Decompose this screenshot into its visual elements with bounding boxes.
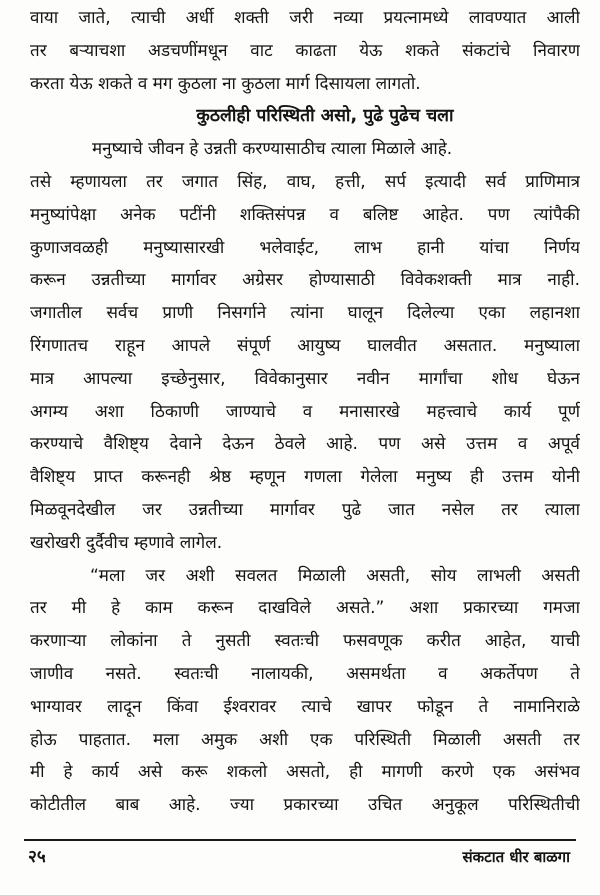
paragraph-1-line: मनुष्यांपेक्षा अनेक पटींनी शक्तिसंपन्न व बलिष्ट आहेत. पण त्यांपैकी — [30, 204, 580, 225]
paragraph-1-line: रिंगणातच राहून आपले संपूर्ण आयुष्य घालवीत असतात. मनुष्याला — [30, 335, 580, 356]
paragraph-1-line: वैशिष्ट्य प्राप्त करूनही श्रेष्ठ म्हणून गणला गेलेला मनुष्य ही उत्तम योनी — [30, 467, 580, 488]
paragraph-1-line: तसे म्हणायला तर जगात सिंह, वाघ, हत्ती, सर्प इत्यादी सर्व प्राणिमात्र — [30, 171, 580, 192]
paragraph-2-line: तर मी हे काम करून दाखविले असते.” अशा प्रकारच्या गमजा — [30, 598, 580, 619]
paragraph-2-line: जाणीव नसते. स्वतःची नालायकी, असमर्थता व अकर्तेपण ते — [30, 663, 580, 684]
footer-divider — [24, 839, 576, 841]
body-line: तर बऱ्याचशा अडचणींमधून वाट काढता येऊ शकते संकटांचे निवारण — [30, 40, 580, 61]
running-footer-title: संकटात धीर बाळगा — [462, 848, 570, 866]
paragraph-1-line: जगातील सर्वच प्राणी निसर्गाने त्यांना घालून दिलेल्या एका लहानशा — [30, 303, 580, 324]
paragraph-1-line: खरोखरी दुर्दैवीच म्हणावे लागेल. — [30, 532, 223, 553]
paragraph-2-line: करणाऱ्या लोकांना ते नुसती स्वतःची फसवणूक करीत आहेत, याची — [30, 631, 580, 652]
paragraph-2-line: कोटीतील बाब आहे. ज्या प्रकारच्या उचित अनुकूल परिस्थितीची — [30, 795, 580, 816]
paragraph-1-line: करण्याचे वैशिष्ट्य देवाने देऊन ठेवले आहे. पण असे उत्तम व अपूर्व — [30, 434, 580, 455]
paragraph-1-line: मिळवूनदेखील जर उन्नतीच्या मार्गावर पुढे जात नसेल तर त्याला — [30, 499, 580, 520]
paragraph-2-line: भाग्यावर लादून किंवा ईश्वरावर त्याचे खापर फोडून ते नामानिराळे — [30, 696, 580, 717]
paragraph-1-line: अगम्य अशा ठिकाणी जाण्याचे व मनासारखे महत्त्वाचे कार्य पूर्ण — [30, 401, 580, 422]
page-number: २५ — [28, 847, 46, 867]
paragraph-1-line: करून उन्नतीच्या मार्गावर अग्रेसर होण्यासाठी विवेकशक्ती मात्र नाही. — [30, 270, 580, 291]
paragraph-2-line: “मला जर अशी सवलत मिळाली असती, सोय लाभली असती — [90, 565, 580, 586]
section-heading: कुठलीही परिस्थिती असो, पुढे पुढेच चला — [196, 106, 454, 127]
paragraph-1-line: कुणाजवळही मनुष्यासारखी भलेवाईट, लाभ हानी यांचा निर्णय — [30, 237, 580, 258]
paragraph-2-line: मी हे कार्य असे करू शकलो असतो, ही मागणी करणे एक असंभव — [30, 762, 580, 783]
body-line: करता येऊ शकते व मग कुठला ना कुठला मार्ग दिसायला लागतो. — [30, 73, 421, 94]
page-body — [30, 2, 580, 822]
body-line: वाया जाते, त्याची अर्धी शक्ती जरी नव्या प्रयत्नामध्ये लावण्यात आली — [30, 8, 580, 28]
paragraph-1-line: मनुष्याचे जीवन हे उन्नती करण्यासाठीच त्याला मिळाले आहे. — [92, 139, 453, 160]
paragraph-1-line: मात्र आपल्या इच्छेनुसार, विवेकानुसार नवीन मार्गांचा शोध घेऊन — [30, 368, 580, 389]
paragraph-2-line: होऊ पाहतात. मला अमुक अशी एक परिस्थिती मिळाली असती तर — [30, 729, 580, 750]
